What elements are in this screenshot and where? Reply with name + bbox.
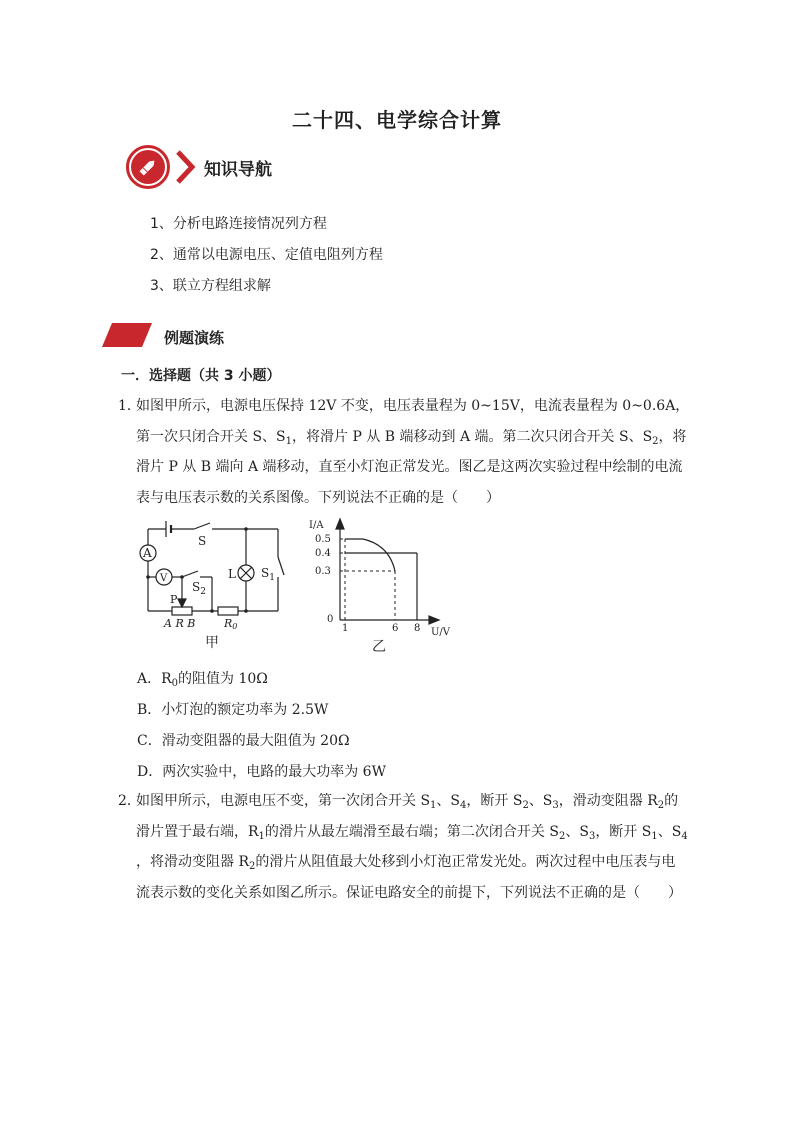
switch-s-label: S — [198, 534, 207, 548]
resistor-r0-symbol — [218, 607, 238, 615]
question-number: 1． — [118, 398, 141, 414]
slider-label: P — [170, 593, 178, 606]
graph-ytick-3: 0.3 — [315, 566, 331, 577]
option-c: C．滑动变阻器的最大阻值为 20Ω — [137, 733, 350, 749]
graph-ytick-2: 0.4 — [315, 548, 331, 559]
circuit-caption: 甲 — [205, 635, 219, 651]
ammeter-label: A — [143, 546, 152, 560]
question-text: ，将 — [658, 428, 687, 445]
question-1 — [118, 391, 690, 513]
nav-item-3: 3、联立方程组求解 — [150, 278, 271, 294]
graph-xlabel: U/V — [431, 627, 451, 638]
question-text: 滑片 P 从 B 端向 A 端移动，直至小灯泡正常发光。图乙是这两次实验过程中绘制的电流 — [136, 459, 683, 475]
graph-origin: 0 — [327, 614, 334, 625]
subscript: 1 — [285, 435, 293, 447]
subscript: 2 — [652, 435, 659, 447]
nav-item-2: 2、通常以电源电压、定值电阻列方程 — [150, 247, 383, 263]
question-text: ，将滑片 P 从 B 端移动到 A 端。第二次只闭合开关 S、S — [292, 428, 653, 445]
section-heading: 例题演练 — [164, 329, 225, 347]
graph-ytick-1: 0.5 — [315, 534, 331, 545]
option-b: B．小灯泡的额定功率为 2.5W — [137, 702, 329, 718]
graph-caption: 乙 — [372, 639, 386, 655]
option-d: D．两次实验中，电路的最大功率为 6W — [137, 764, 386, 780]
nav-heading: 知识导航 — [204, 159, 272, 180]
question-text: 第一次只闭合开关 S、S — [136, 428, 286, 445]
question-2: 2．如图甲所示，电源电压不变，第一次闭合开关 $S_1$、$S_4$，断开 $S_2$、$S_3$，滑动变阻器 $R_2$的 滑片置于最右端，$R_1$的滑片从最左端滑至最右端；第二次闭合开关 $S_2$、$S_3$，断开 $S_1$、$S_4$ ，将滑动变阻器 $R_2$的滑片从阻值最大处移到小灯泡正常发光处。两次过程中电压表与电 流表示数的变化关系如图乙所示。保证电路安全的前提下，下列说法不正确的是（ ） — [118, 786, 678, 908]
graph-xtick-2: 6 — [392, 623, 399, 634]
option-a: A．$R_0$的阻值为 10Ω — [137, 671, 268, 689]
chevron-right-icon — [174, 149, 196, 185]
switch-s1-label: $S_1$ — [261, 566, 275, 583]
lamp-label: L — [228, 567, 236, 581]
switch-s2-blade — [182, 571, 198, 577]
question-text: 表与电压表示数的关系图像。下列说法不正确的是（ ） — [136, 489, 500, 506]
question-text: 如图甲所示，电源电压保持 12V 不变，电压表量程为 0~15V，电流表量程为 0~0.6A， — [136, 398, 690, 414]
page-title: 二十四、电学综合计算 — [292, 108, 502, 132]
section-marker — [102, 323, 152, 347]
circuit-diagram — [132, 515, 297, 630]
pencil-icon — [126, 145, 170, 189]
r0-label: R0 — [224, 617, 238, 630]
switch-s1-blade — [278, 557, 284, 575]
graph-xtick-1: 1 — [342, 623, 349, 634]
knowledge-nav-header — [126, 142, 272, 192]
graph-ylabel: I/A — [309, 520, 324, 531]
rheostat-label: A R B — [164, 617, 196, 630]
switch-s2-label: $S_2$ — [192, 580, 206, 597]
question-number: 2． — [118, 793, 141, 809]
graph-xtick-3: 8 — [414, 623, 421, 634]
nav-item-1: 1、分析电路连接情况列方程 — [150, 216, 327, 232]
part-heading: 一．选择题（共 3 小题） — [121, 368, 281, 384]
switch-s-blade — [194, 523, 210, 529]
voltmeter-label: V — [160, 573, 168, 584]
iu-graph — [305, 515, 460, 640]
